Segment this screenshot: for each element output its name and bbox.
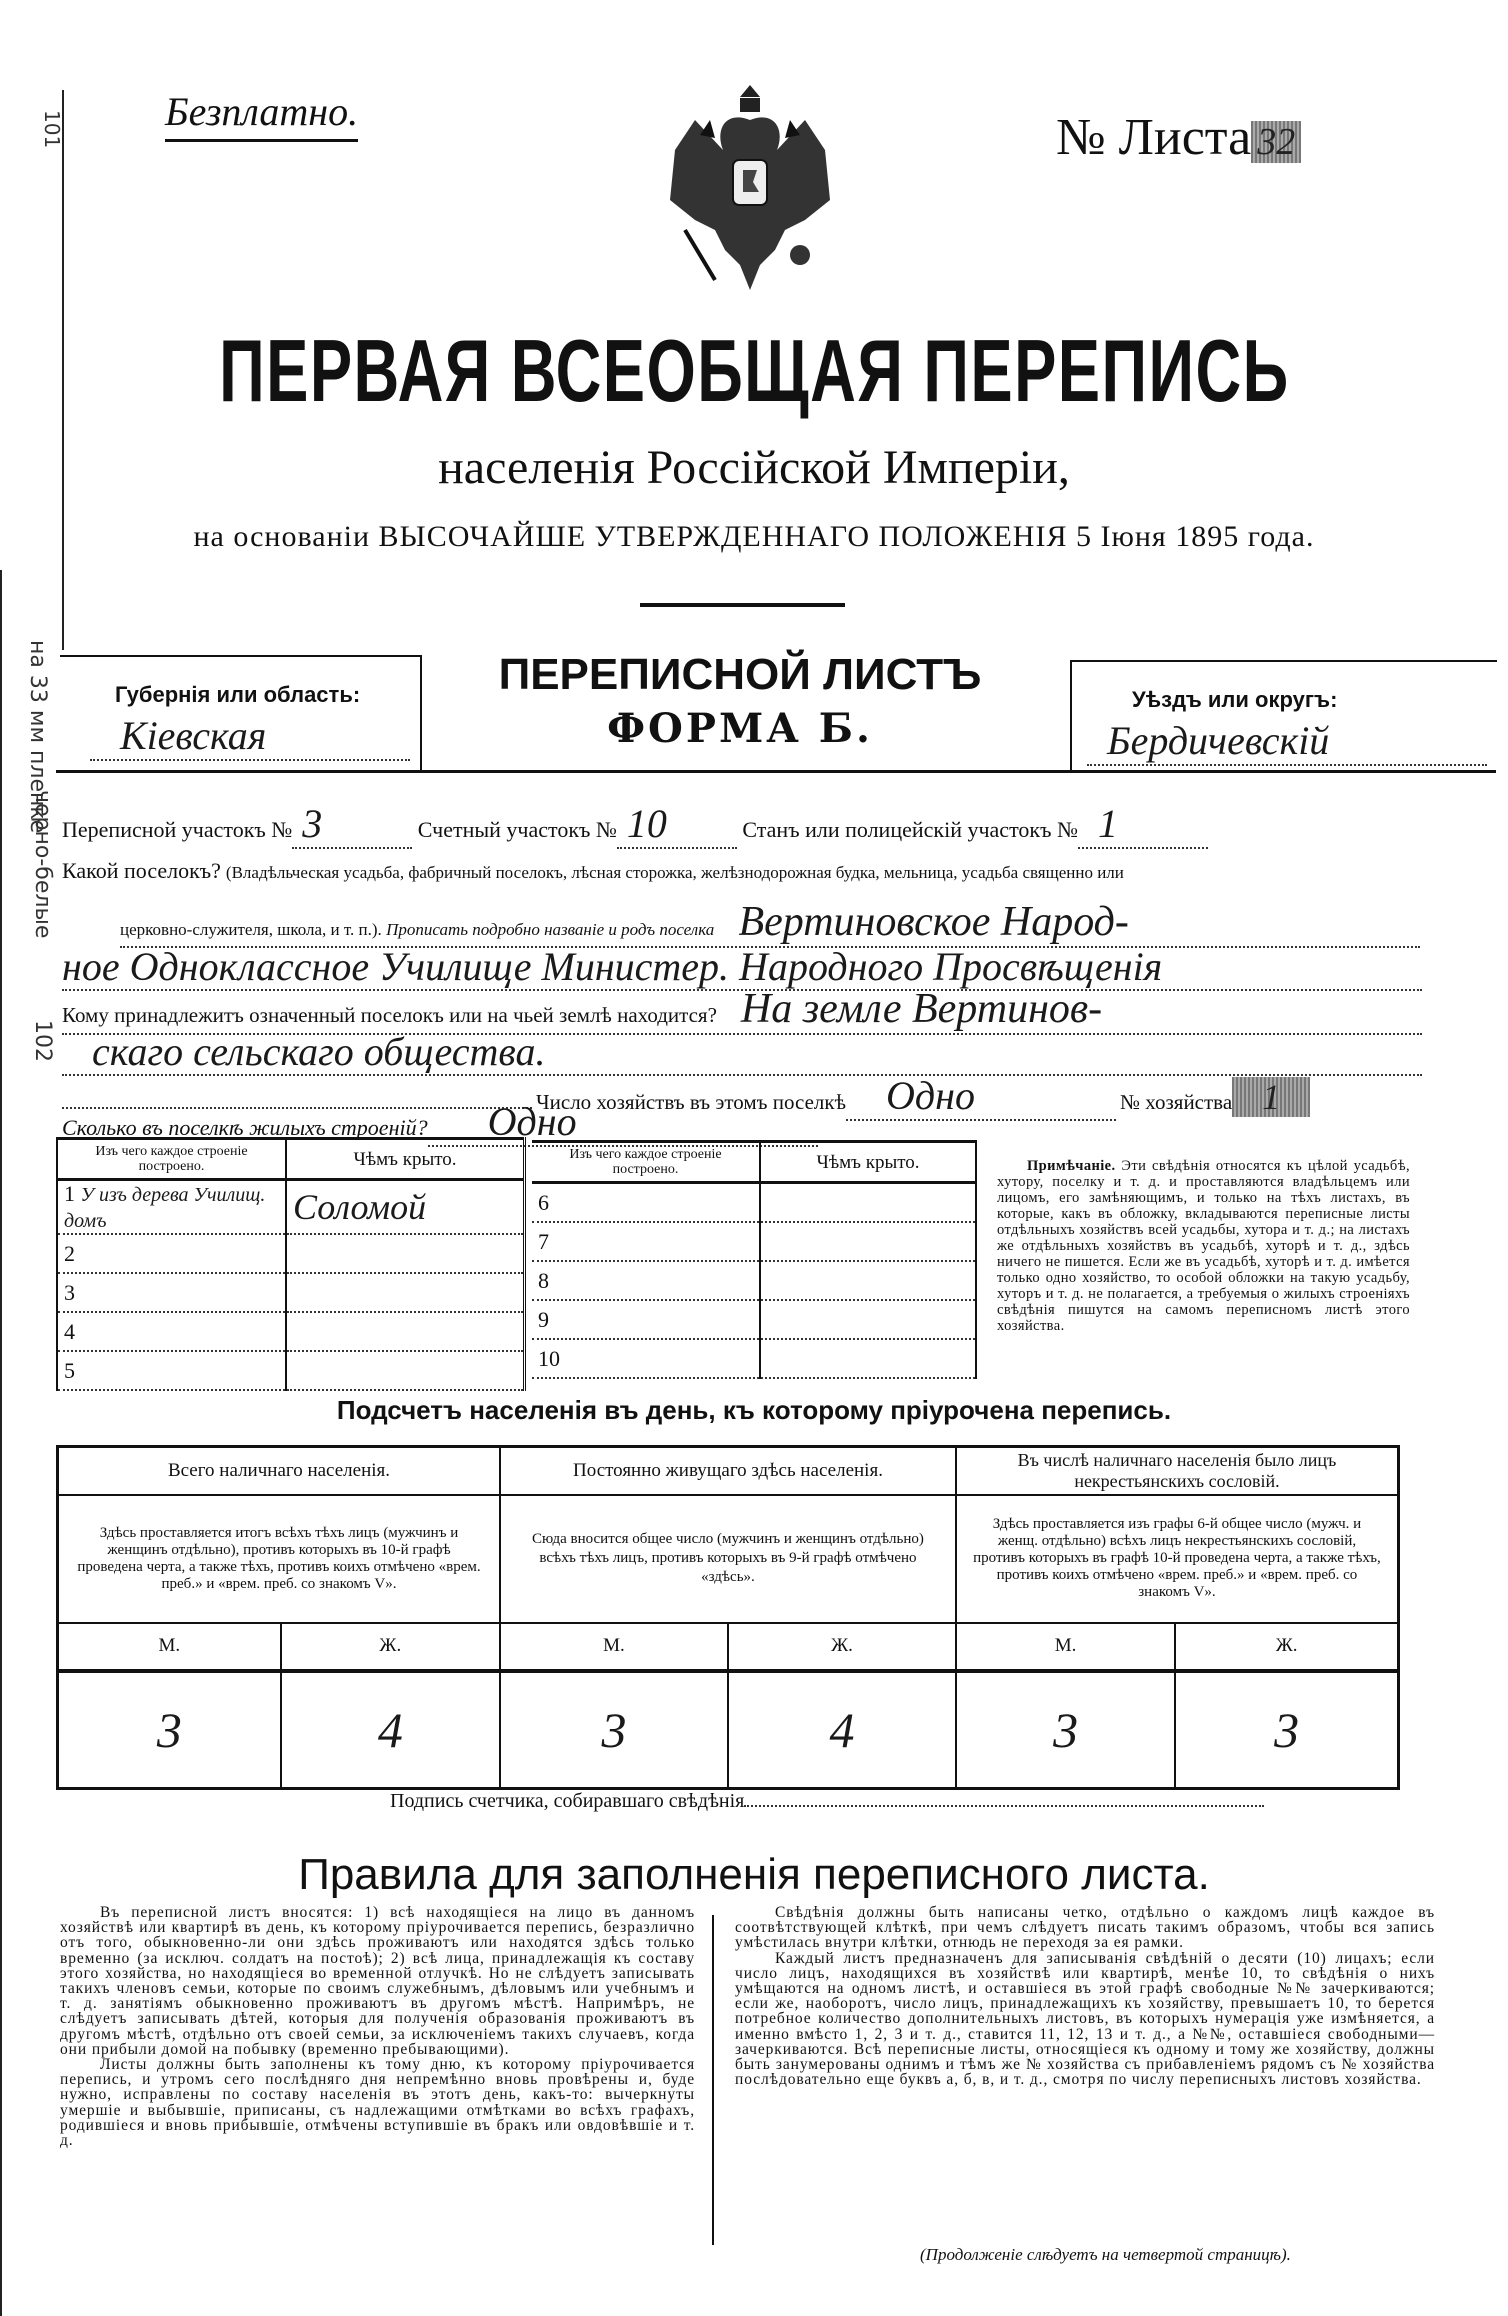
row-roof[interactable]: [286, 1273, 525, 1312]
page-title: ПЕРВАЯ ВСЕОБЩАЯ ПЕРЕПИСЬ: [218, 321, 1290, 420]
settlement-row2: [120, 898, 1420, 948]
rules-paragraph: Свѣдѣнія должны быть написаны четко, отдѣльно о каждомъ лицѣ каждое въ соотвѣтствующей клѣткѣ, при чемъ слѣдуетъ писать такимъ образомъ, чтобы вся запись умѣстилась внутри клѣтки, отнюдь не переходя за ея рамки.: [735, 1904, 1435, 1952]
form-title: ПЕРЕПИСНОЙ ЛИСТЪ: [498, 650, 982, 699]
female-label: Ж.: [281, 1623, 500, 1671]
margin-note-number: 102: [30, 1020, 55, 1062]
district-value[interactable]: Бердичевскій: [1087, 717, 1487, 766]
settlement-row: [62, 858, 1124, 884]
col-material: Изъ чего каждое строеніе построено.: [532, 1142, 760, 1183]
rules-paragraph: Въ переписной листъ вносятся: 1) всѣ находящіеся на лицо въ данномъ хозяйствѣ или квартирѣ въ день, къ которому пріурочивается перепись, безразлично отъ того, обыкновенно-ли они здѣсь проживаютъ или находятся здѣсь только временно (за исключ. солдатъ на постоѣ); 2) всѣ лица, принадлежащія къ составу этого хозяйства, но находящіеся во временной отлучкѣ. Но не слѣдуетъ записывать такихъ членовъ семьи, которые по своимъ служебнымъ, дѣловымъ или учебнымъ и т. д. занятіямъ обыкновенно проживаютъ въ другомъ мѣстѣ. Напримѣръ, не слѣдуетъ записывать дѣтей, которыя для полученія образованія проживаютъ въ другомъ мѣстѣ, отдѣльно отъ своей семьи, за исключеніемъ такихъ случаевъ, когда они прибыли домой на побывку (временно пребывающими).: [60, 1904, 695, 2058]
count-area-label: Счетный участокъ №: [417, 817, 617, 842]
rules-paragraph: Каждый листъ предназначенъ для записыванія свѣдѣній о десяти (10) лицахъ; если число лицъ, находящихся въ хозяйствѣ или квартирѣ, менѣе 10, то свѣдѣнія о нихъ умѣщаются на одномъ листѣ, и оставшіеся въ этой графѣ свободные №№ зачеркиваются; если же, наоборотъ, число лицъ, принадлежащихъ къ хозяйству, превышаетъ 10, то берется потребное количество дополнительныхъ листовъ, въ которыхъ нумерація уже измѣняется, а именно вмѣсто 1, 2, 3 и т. д., ставится 11, 12, 13 и т. д., а №№, оставшіеся свободными—зачеркиваются. Всѣ переписные листы, относящіеся къ одному и тому же хозяйству, должны быть занумерованы однимъ и тѣмъ же № хозяйства съ прибавленіемъ рядомъ съ № хозяйства послѣдовательно еще буквъ а, б, в, и т. д., смотря по числу переписныхъ листовъ хозяйства.: [735, 1949, 1435, 2089]
row-number: 1: [64, 1181, 75, 1206]
col-roof: Чѣмъ крыто.: [760, 1142, 976, 1183]
divider: [640, 603, 845, 607]
page-subtitle: населенія Россійской Имперіи,: [438, 441, 1070, 494]
group-title: Постоянно живущаго здѣсь населенія.: [500, 1447, 956, 1495]
table-row: [57, 1351, 525, 1390]
female-label: Ж.: [728, 1623, 956, 1671]
nonpeasant-male-value[interactable]: 3: [956, 1671, 1175, 1789]
areas-row: [62, 800, 1482, 849]
coat-of-arms-icon: [655, 80, 845, 300]
rules-paragraph: Листы должны быть заполнены къ тому дню, къ которому пріурочивается перепись, и утромъ сего послѣдняго дня непремѣнно вновь провѣрены и, буде нужно, исправлены по составу населенія въ этотъ день, какъ-то: вычеркнуты умершіе и выбывшіе, приписаны, съ надлежащими отмѣтками во всѣхъ графахъ, родившіеся и вновь прибывшіе, отмѣчены вступившіе въ бракъ или овдовѣвшіе и т. д.: [60, 2056, 695, 2150]
settlement-hint2: церковно-служителя, школа, и т. п.).: [120, 920, 382, 939]
legal-basis: на основаніи ВЫСОЧАЙШЕ УТВЕРЖДЕННАГО ПОЛОЖЕНІЯ 5 Іюня 1895 года.: [193, 520, 1315, 553]
male-label: М.: [58, 1623, 281, 1671]
signature-row: [390, 1790, 1264, 1813]
row-number[interactable]: 3: [57, 1273, 286, 1312]
row-roof[interactable]: [760, 1300, 976, 1339]
row-roof[interactable]: [286, 1312, 525, 1351]
continued-note: (Продолженіе слѣдуетъ на четвертой страницѣ).: [920, 2245, 1291, 2264]
rules-right-column: [735, 1905, 1435, 2087]
settlement-value-1[interactable]: Вертиновское Народ-: [738, 899, 1129, 945]
settlement-instruction: Прописать подробно названіе и родъ поселка: [386, 920, 715, 939]
census-area-value[interactable]: 3: [292, 800, 412, 849]
table-row: [57, 1180, 525, 1235]
free-label: Безплатно.: [165, 88, 358, 142]
margin-note-top: 101: [40, 110, 64, 149]
group-description: Здѣсь проставляется изъ графы 6-й общее число (мужч. и женщ. отдѣльно) всѣхъ лицъ некрестьянскихъ сословій, противъ которыхъ въ графѣ 10-й проведена черта, а также тѣхъ, противъ коихъ отмѣчено «врем. преб.» и «врем. преб. со знакомъ V».: [956, 1495, 1399, 1623]
row-number[interactable]: 5: [57, 1351, 286, 1390]
female-label: Ж.: [1175, 1623, 1398, 1671]
note-text: Эти свѣдѣнія относятся къ цѣлой усадьбѣ, хутору, поселку и т. д. и проставляются владѣльцемъ или лицомъ, его замѣняющимъ, и только на тѣхъ листахъ, въ которые, какъ въ обложку, вкладываются переписные листы отдѣльныхъ хозяйствъ всей усадьбы, хутора и т. д.; на листахъ же отдѣльныхъ хозяйствъ въ усадьбѣ, хуторѣ и т. д., здѣсь ничего не пишется. Если же въ усадьбѣ, хуторѣ и т. д. имѣется только одно хозяйство, то особой обложки на такую усадьбу, хуторъ и т. д. не полагается, а требуемыя о жилыхъ строеніяхъ свѣдѣнія пишутся на самомъ переписномъ листѣ этого хозяйства.: [997, 1158, 1410, 1334]
table-row: [57, 1273, 525, 1312]
total-female-value[interactable]: 4: [281, 1671, 500, 1789]
owner-value-2[interactable]: скаго сельскаго общества.: [62, 1030, 1422, 1076]
row-roof[interactable]: [760, 1222, 976, 1261]
row-number[interactable]: 9: [532, 1300, 760, 1339]
table-row: [57, 1312, 525, 1351]
settlement-hint: (Владѣльческая усадьба, фабричный поселокъ, лѣсная сторожка, желѣзнодорожная будка, мельница, усадьба священно или: [225, 863, 1124, 882]
buildings-table-left: [56, 1137, 526, 1391]
owner-row: [62, 985, 1422, 1035]
row-material[interactable]: У изъ дерева Училищ. домъ: [64, 1184, 266, 1232]
settlement-label: Какой поселокъ?: [62, 858, 221, 883]
col-roof: Чѣмъ крыто.: [286, 1139, 525, 1180]
row-number[interactable]: 7: [532, 1222, 760, 1261]
form-name: ФОРМА Б.: [607, 705, 873, 752]
buildings-table-right: [532, 1140, 977, 1379]
table-row: [532, 1339, 976, 1378]
settlement-value-2[interactable]: ное Одноклассное Училище Министер. Народного Просвѣщенія: [62, 945, 1422, 991]
row-number[interactable]: 6: [532, 1183, 760, 1223]
row-roof[interactable]: [286, 1234, 525, 1273]
group-description: Здѣсь проставляется итогъ всѣхъ тѣхъ лицъ (мужчинъ и женщинъ отдѣльно), противъ которыхъ въ 10-й графѣ проведена черта, а также тѣхъ, противъ коихъ отмѣчено «врем. преб.» и «врем. преб. со знакомъ V».: [58, 1495, 501, 1623]
resident-male-value[interactable]: 3: [500, 1671, 728, 1789]
household-number-label: № хозяйства: [1120, 1090, 1233, 1114]
police-area-value[interactable]: 1: [1078, 800, 1208, 849]
owner-label: Кому принадлежитъ означенный поселокъ или на чьей землѣ находится?: [62, 1003, 717, 1027]
row-roof[interactable]: [760, 1261, 976, 1300]
note-title: Примѣчаніе.: [1027, 1158, 1116, 1174]
census-area-label: Переписной участокъ №: [62, 817, 293, 842]
row-roof[interactable]: [760, 1339, 976, 1378]
households-label: Число хозяйствъ въ этомъ поселкѣ: [536, 1090, 846, 1114]
province-label: Губернія или область:: [115, 682, 361, 707]
police-area-label: Станъ или полицейскій участокъ №: [742, 817, 1078, 842]
table-row: [532, 1300, 976, 1339]
group-description: Сюда вносится общее число (мужчинъ и женщинъ отдѣльно) всѣхъ тѣхъ лицъ, противъ которыхъ въ 9-й графѣ отмѣчено «здѣсь».: [500, 1495, 956, 1623]
male-label: М.: [956, 1623, 1175, 1671]
owner-value-1[interactable]: На земле Вертинов-: [740, 986, 1103, 1032]
population-table: [56, 1445, 1400, 1790]
row-number[interactable]: 2: [57, 1234, 286, 1273]
sheet-number-value: 32: [1251, 121, 1301, 163]
table-row: [57, 1234, 525, 1273]
province-box: [60, 655, 422, 772]
signature-label: Подпись счетчика, собиравшаго свѣдѣнія: [390, 1790, 745, 1812]
margin-note-film: на 33 мм пленке: [25, 640, 50, 834]
row-roof[interactable]: Соломой: [286, 1180, 525, 1235]
column-divider: [712, 1915, 714, 2245]
total-male-value[interactable]: 3: [58, 1671, 281, 1789]
page-title-wrap: [0, 320, 1508, 422]
households-value[interactable]: Одно: [846, 1072, 1116, 1121]
resident-female-value[interactable]: 4: [728, 1671, 956, 1789]
district-label: Уѣздъ или округъ:: [1132, 687, 1338, 712]
dwellings-value[interactable]: Одно: [428, 1098, 818, 1147]
population-heading: Подсчетъ населенія въ день, къ которому пріурочена перепись.: [336, 1395, 1172, 1425]
rules-heading: Правила для заполненія переписного листа.: [298, 1850, 1210, 1899]
group-title: Всего наличнаго населенія.: [58, 1447, 501, 1495]
row-number[interactable]: 4: [57, 1312, 286, 1351]
row-number[interactable]: 10: [532, 1339, 760, 1378]
male-label: М.: [500, 1623, 728, 1671]
table-row: [532, 1183, 976, 1223]
signature-field[interactable]: [744, 1805, 1264, 1807]
row-number[interactable]: 8: [532, 1261, 760, 1300]
col-material: Изъ чего каждое строеніе построено.: [57, 1139, 286, 1180]
sheet-number: [1056, 108, 1301, 167]
table-row: [532, 1222, 976, 1261]
divider: [56, 770, 1496, 773]
rules-left-column: [60, 1905, 695, 2148]
household-number-value[interactable]: 1: [1232, 1077, 1310, 1117]
row-roof[interactable]: [760, 1183, 976, 1223]
district-box: [1070, 660, 1497, 772]
buildings-note: [997, 1158, 1410, 1334]
sheet-number-label: № Листа: [1056, 109, 1252, 166]
margin-note-type: черно-белые: [30, 790, 55, 939]
province-value[interactable]: Кіевская: [90, 712, 410, 761]
dwellings-label: Сколько въ поселкѣ жилыхъ строеній?: [62, 1115, 428, 1140]
count-area-value[interactable]: 10: [617, 800, 737, 849]
table-row: [532, 1261, 976, 1300]
nonpeasant-female-value[interactable]: 3: [1175, 1671, 1398, 1789]
group-title: Въ числѣ наличнаго населенія было лицъ некрестьянскихъ сословій.: [956, 1447, 1399, 1495]
row-roof[interactable]: [286, 1351, 525, 1390]
